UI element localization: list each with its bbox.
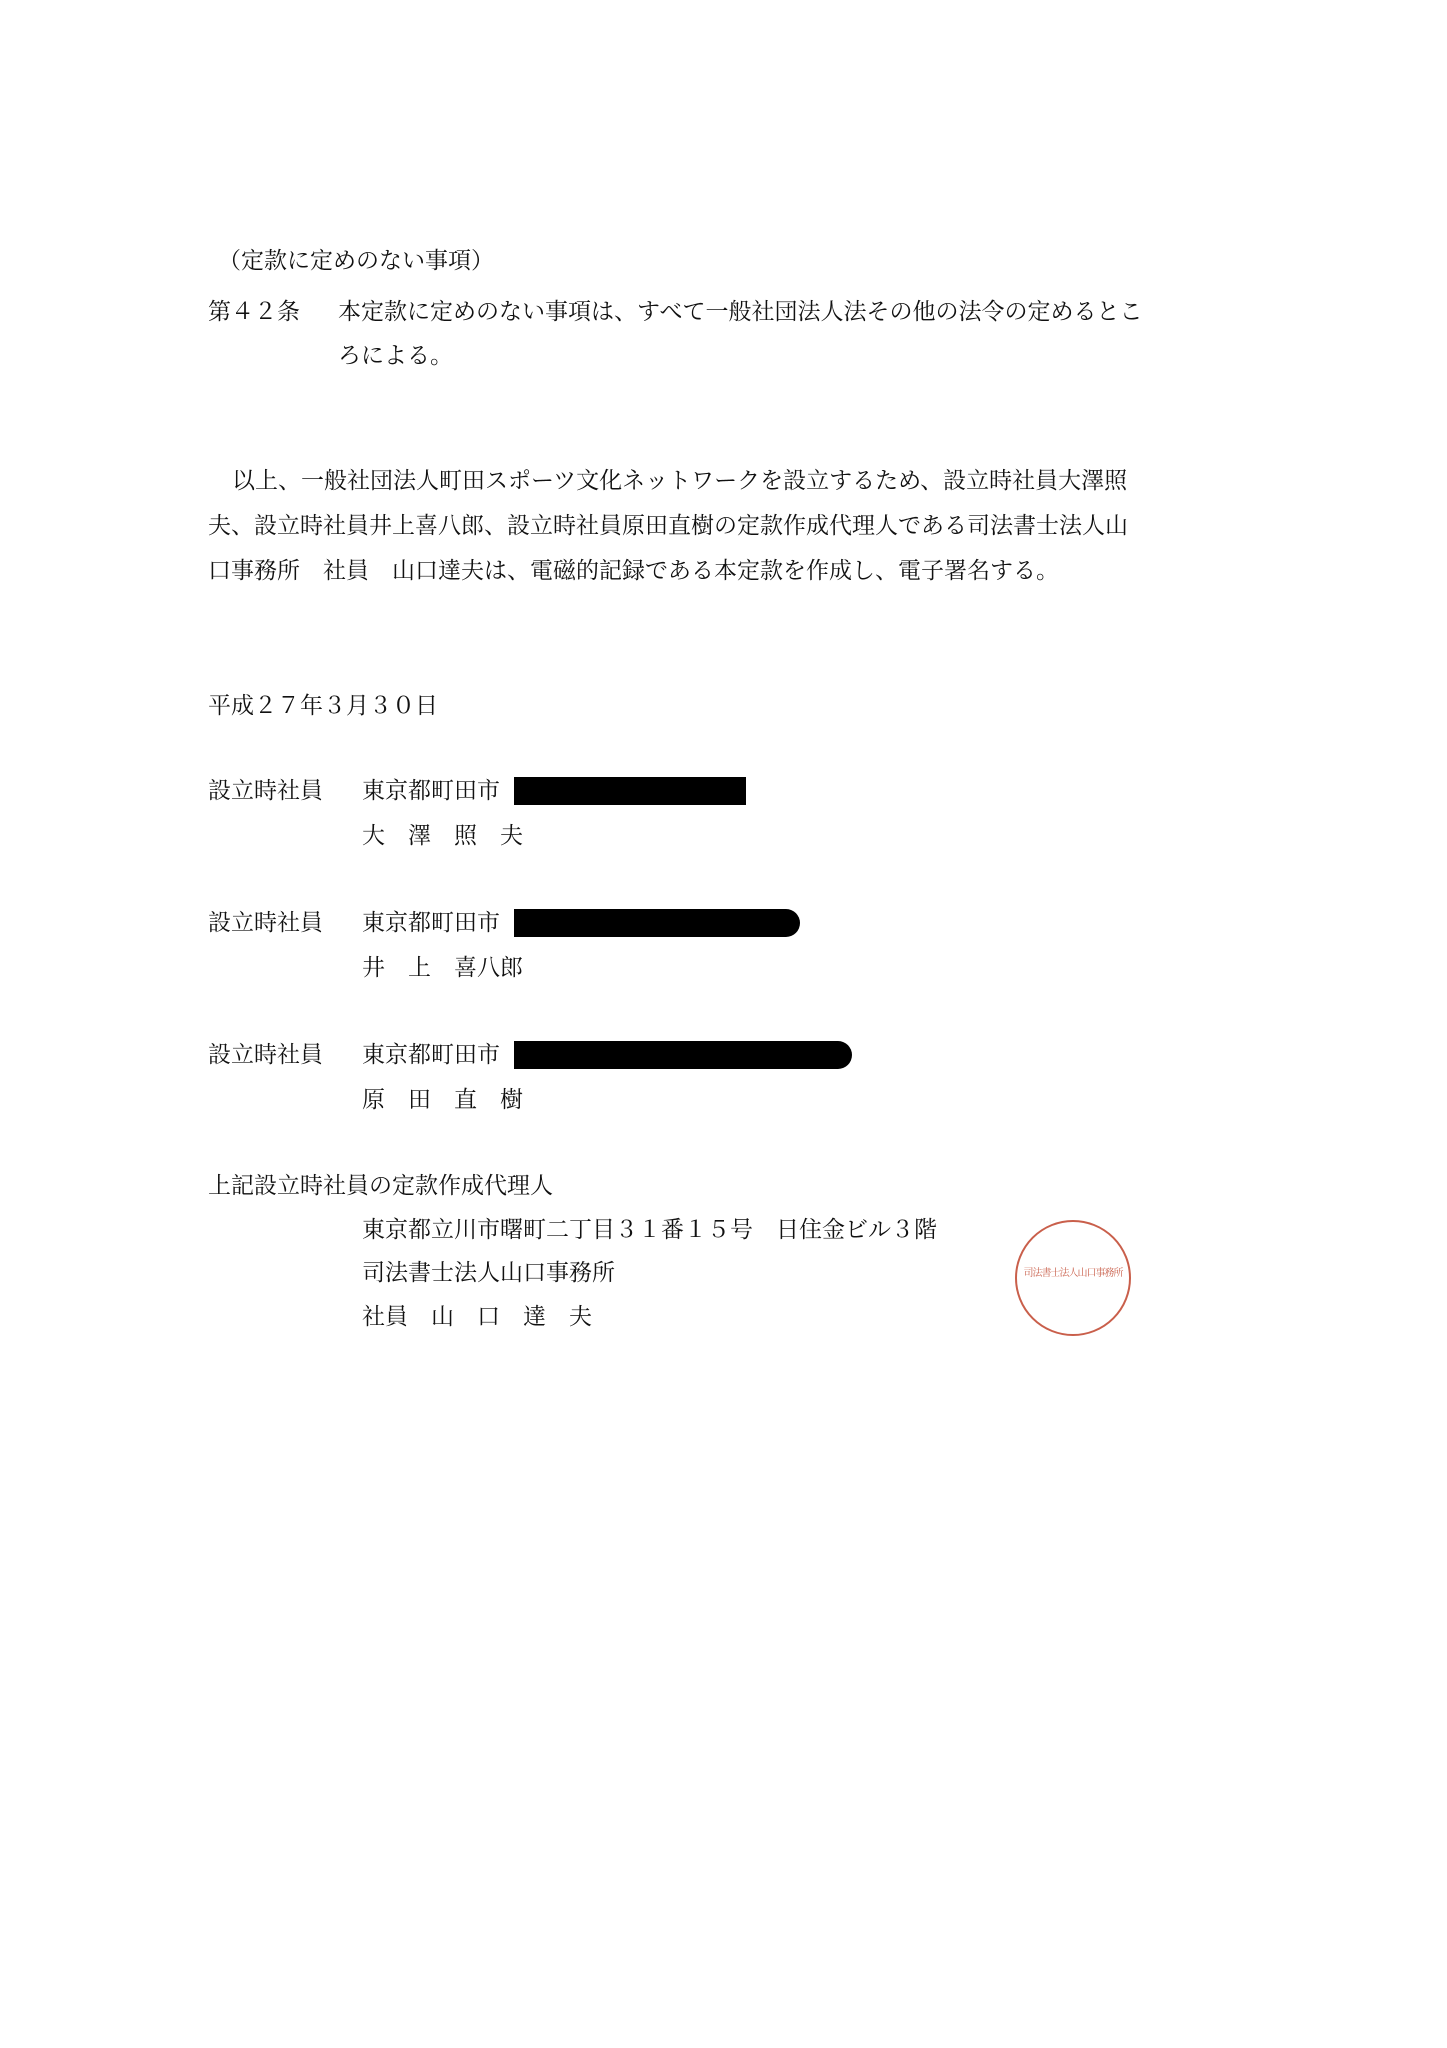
agent-address: 東京都立川市曙町二丁目３１番１５号 日住金ビル３階 bbox=[362, 1217, 937, 1243]
redaction-bar bbox=[514, 1041, 852, 1069]
member-role: 設立時社員 bbox=[208, 778, 323, 804]
member-role: 設立時社員 bbox=[208, 910, 323, 936]
member-address: 東京都町田市 bbox=[362, 1042, 500, 1068]
member-address: 東京都町田市 bbox=[362, 910, 500, 936]
seal-stamp-text: 司法書士法人山口事務所 bbox=[1023, 1268, 1123, 1279]
member-name: 井 上 喜八郎 bbox=[362, 955, 523, 981]
member-name: 原 田 直 樹 bbox=[362, 1087, 523, 1113]
agent-firm: 司法書士法人山口事務所 bbox=[362, 1260, 615, 1286]
article-text-line-2: ろによる。 bbox=[338, 343, 453, 369]
agent-heading: 上記設立時社員の定款作成代理人 bbox=[208, 1173, 553, 1199]
seal-stamp bbox=[1015, 1220, 1131, 1336]
closing-line-3: 口事務所 社員 山口達夫は、電磁的記録である本定款を作成し、電子署名する。 bbox=[208, 558, 1059, 584]
agent-name: 社員 山 口 達 夫 bbox=[362, 1304, 592, 1330]
redaction-bar bbox=[514, 909, 800, 937]
document-date: 平成２７年３月３０日 bbox=[208, 693, 438, 719]
article-heading: （定款に定めのない事項） bbox=[218, 248, 494, 274]
article-number: 第４２条 bbox=[208, 299, 300, 325]
member-name: 大 澤 照 夫 bbox=[362, 823, 523, 849]
closing-line-2: 夫、設立時社員井上喜八郎、設立時社員原田直樹の定款作成代理人である司法書士法人山 bbox=[208, 513, 1128, 539]
member-address: 東京都町田市 bbox=[362, 778, 500, 804]
closing-line-1: 以上、一般社団法人町田スポーツ文化ネットワークを設立するため、設立時社員大澤照 bbox=[232, 468, 1128, 494]
member-role: 設立時社員 bbox=[208, 1042, 323, 1068]
redaction-bar bbox=[514, 777, 746, 805]
article-text-line-1: 本定款に定めのない事項は、すべて一般社団法人法その他の法令の定めるとこ bbox=[338, 299, 1143, 325]
